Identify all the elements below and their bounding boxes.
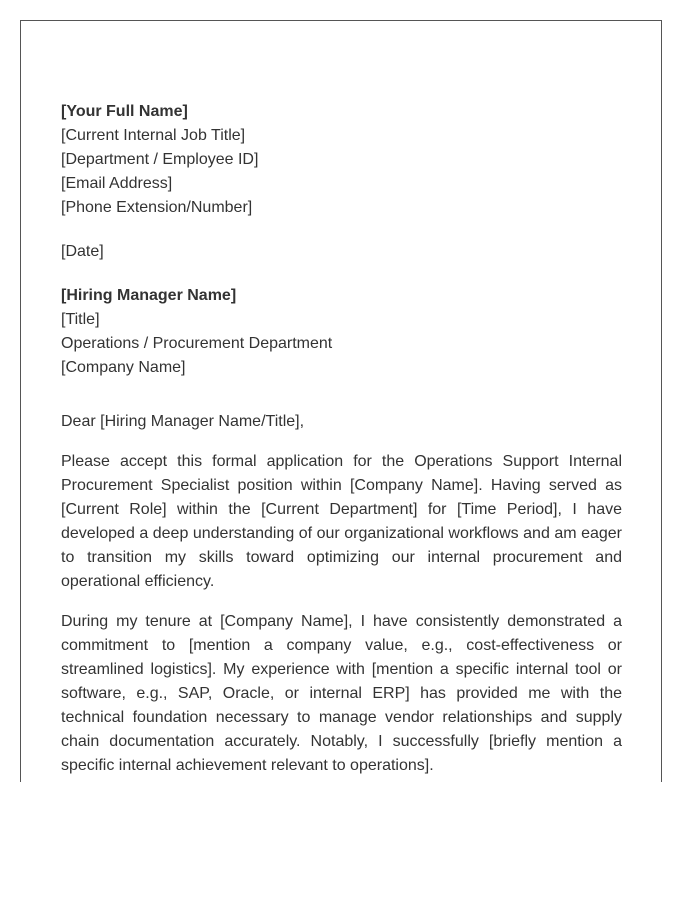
- recipient-department: Operations / Procurement Department: [61, 335, 333, 352]
- recipient-company: [Company Name]: [61, 359, 186, 376]
- body-paragraph-1: Please accept this formal application for the Operations Support Internal Procurement Specialist position within [Company Name]. Having served as [Current Role] within the [Current Department] for [Time Period], I have developed a deep understanding of our organizational workflows and am eager to transition my skills toward optimizing our internal procurement and operational efficiency.: [61, 453, 622, 590]
- letter-content: [61, 100, 622, 818]
- page-cutoff: [0, 782, 700, 900]
- recipient-title: [Title]: [61, 311, 100, 328]
- sender-job-title: [Current Internal Job Title]: [61, 127, 246, 144]
- letter-page: [20, 20, 662, 803]
- recipient-block: [61, 284, 622, 380]
- sender-name: [Your Full Name]: [61, 103, 188, 120]
- recipient-name: [Hiring Manager Name]: [61, 287, 237, 304]
- spacer: [61, 264, 622, 284]
- letter-date: [Date]: [61, 243, 104, 260]
- spacer: [61, 380, 622, 410]
- sender-block: [61, 100, 622, 220]
- sender-email: [Email Address]: [61, 175, 173, 192]
- body-paragraph-2: During my tenure at [Company Name], I have consistently demonstrated a commitment to [mention a company value, e.g., cost-effectiveness or streamlined logistics]. My experience with [mention a specific internal tool or software, e.g., SAP, Oracle, or internal ERP] has provided me with the technical foundation necessary to manage vendor relationships and supply chain documentation accurately. Notably, I successfully [briefly mention a specific internal achievement relevant to operations].: [61, 613, 622, 774]
- sender-department-id: [Department / Employee ID]: [61, 151, 259, 168]
- spacer: [61, 220, 622, 240]
- sender-phone: [Phone Extension/Number]: [61, 199, 253, 216]
- salutation: Dear [Hiring Manager Name/Title],: [61, 413, 305, 430]
